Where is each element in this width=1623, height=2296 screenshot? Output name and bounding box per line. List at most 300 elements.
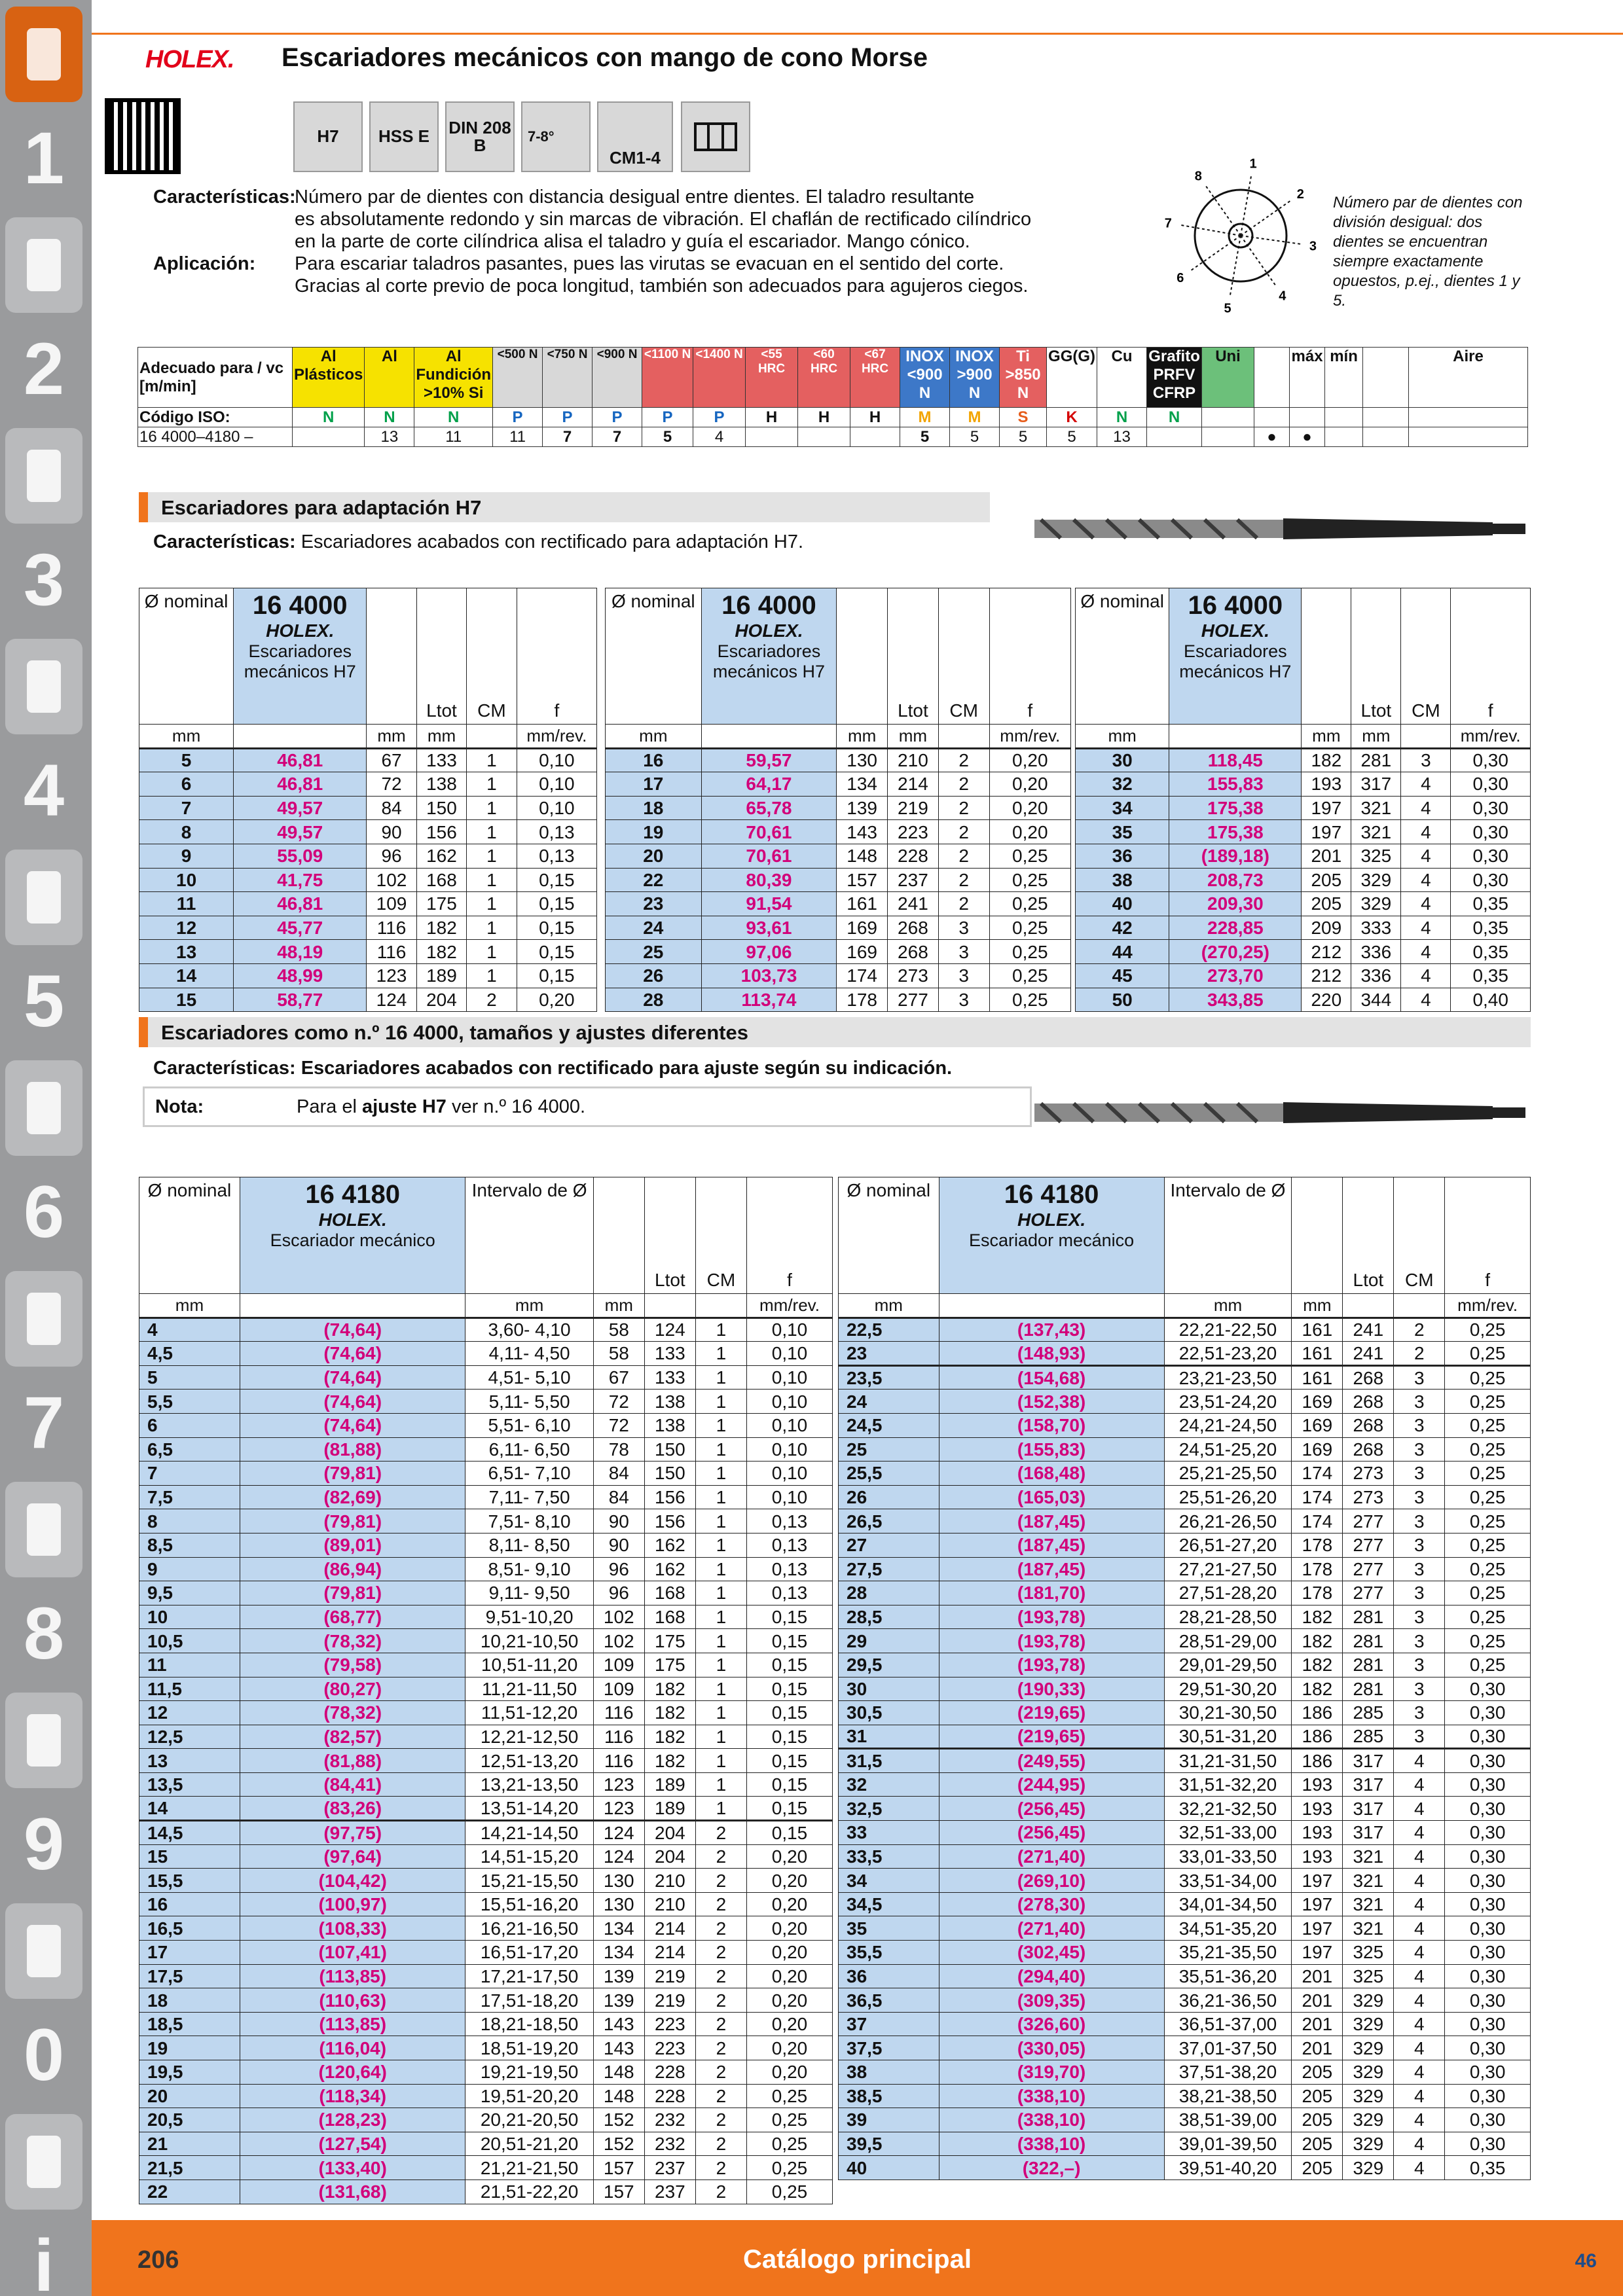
table-row	[139, 1581, 833, 1605]
table-cell: 72	[367, 772, 416, 797]
table-row	[839, 2012, 1531, 2036]
table-cell: 0,20	[747, 1988, 833, 2013]
table-cell: 31,51-32,20	[1164, 1772, 1292, 1797]
col-product: 16 4000 HOLEX. Escariadores mecánicos H7	[234, 588, 367, 725]
table-cell: 157	[593, 2156, 644, 2180]
table-cell: 2	[695, 1844, 746, 1869]
table-cell: 0,25	[747, 2132, 833, 2156]
table-cell: 1	[695, 1485, 746, 1509]
badge-h7: H7	[293, 101, 363, 172]
table-cell: 16,21-16,50	[465, 1916, 593, 1941]
table-cell: 182	[416, 916, 466, 940]
table-cell: 1	[695, 1462, 746, 1486]
table-cell: 11	[139, 892, 234, 916]
table-row	[139, 988, 597, 1012]
material-column: Al Plásticos	[293, 348, 365, 408]
table-cell: 205	[1292, 2156, 1343, 2180]
table-cell: 162	[644, 1557, 695, 1581]
features-label: Características:	[153, 187, 296, 207]
material-column: <55 HRC	[746, 348, 798, 408]
qr-code[interactable]	[105, 98, 181, 174]
table-cell: 214	[644, 1941, 695, 1965]
table-cell: 14	[139, 1797, 240, 1821]
unit-cell: mm/rev.	[1445, 1294, 1531, 1318]
table-cell: 72	[593, 1413, 644, 1437]
table-cell: 45	[1076, 963, 1169, 988]
drill-icon[interactable]	[5, 7, 82, 102]
table-cell: 4	[1394, 1797, 1445, 1821]
table-cell: 29,01-29,50	[1164, 1653, 1292, 1677]
table-cell: 0,10	[517, 796, 596, 820]
table-cell: 0,25	[1445, 1413, 1531, 1437]
table-cell: 197	[1292, 1869, 1343, 1893]
table-cell: (133,40)	[240, 2156, 465, 2180]
table-cell: (74,64)	[240, 1365, 465, 1390]
table-cell: 0,20	[517, 988, 596, 1012]
chapter-tab-4[interactable]: 4	[23, 749, 65, 831]
table-cell: 26,51-27,20	[1164, 1533, 1292, 1557]
toolbox-icon[interactable]	[5, 1482, 82, 1577]
table-cell: 329	[1343, 2012, 1394, 2036]
table-cell: 175,38	[1169, 796, 1302, 820]
table-cell: 336	[1351, 940, 1401, 964]
table-row	[139, 1821, 833, 1845]
tooth-label: 4	[1279, 289, 1286, 304]
table-cell: 34,01-34,50	[1164, 1892, 1292, 1916]
table-cell: 2	[695, 2156, 746, 2180]
table-cell: (189,18)	[1169, 844, 1302, 868]
table-cell: 285	[1343, 1701, 1394, 1725]
unit-cell: mm	[1351, 725, 1401, 749]
table-cell: (97,64)	[240, 1844, 465, 1869]
table-cell: 23	[839, 1342, 939, 1366]
table-cell: 116	[593, 1725, 644, 1749]
table-cell: 182	[1292, 1629, 1343, 1653]
table-cell: 4,5	[139, 1342, 240, 1366]
table-cell: 28	[606, 988, 702, 1012]
cabinet-icon[interactable]	[5, 1693, 82, 1788]
iso-code: P	[593, 408, 642, 427]
table-cell: 35	[1076, 820, 1169, 844]
table-cell: 5	[139, 748, 234, 772]
table-cell: 124	[367, 988, 416, 1012]
table-cell: 58	[593, 1342, 644, 1366]
table-cell: 2	[695, 2132, 746, 2156]
table-cell: 124	[644, 1318, 695, 1342]
table-cell: 1	[695, 1557, 746, 1581]
table-cell: 30,5	[839, 1701, 939, 1725]
table-cell: 20,21-20,50	[465, 2108, 593, 2132]
table-cell: 182	[644, 1677, 695, 1701]
table-cell: 0,25	[747, 2179, 833, 2204]
iso-code	[1202, 408, 1254, 427]
table-cell: 0,25	[1445, 1365, 1531, 1390]
table-cell: 133	[416, 748, 466, 772]
table-cell: 0,20	[989, 796, 1070, 820]
table-cell: 321	[1351, 820, 1401, 844]
table-cell: 4	[1401, 820, 1451, 844]
table-cell: 178	[837, 988, 888, 1012]
table-cell: 4	[1401, 796, 1451, 820]
table-row	[1076, 820, 1531, 844]
table-cell: 161	[1292, 1318, 1343, 1342]
table-cell: 4	[1394, 1844, 1445, 1869]
table-row	[139, 2012, 833, 2036]
features-block	[153, 186, 1032, 297]
table-cell: 67	[367, 748, 416, 772]
caliper-icon[interactable]	[5, 639, 82, 734]
table-cell: 1	[695, 1390, 746, 1414]
pliers-icon[interactable]	[5, 1271, 82, 1367]
table-row	[139, 916, 597, 940]
table-cell: 0,25	[989, 940, 1070, 964]
table-cell: 0,15	[747, 1605, 833, 1629]
table-cell: 1	[695, 1725, 746, 1749]
table-cell: 3	[938, 988, 989, 1012]
table-row	[139, 748, 597, 772]
table-cell: 1	[467, 748, 517, 772]
table-row	[139, 1390, 833, 1414]
table-cell: (256,45)	[939, 1821, 1164, 1845]
table-cell: 80,39	[701, 868, 837, 892]
table-cell: 3	[1394, 1437, 1445, 1462]
table-cell: 0,10	[747, 1390, 833, 1414]
table-cell: 2	[695, 1941, 746, 1965]
table-cell: (68,77)	[240, 1605, 465, 1629]
table-header-row	[139, 1177, 833, 1294]
table-row	[139, 963, 597, 988]
table-row	[839, 1437, 1531, 1462]
table-cell: 201	[1292, 2012, 1343, 2036]
col-ltot: Ltot	[1351, 588, 1401, 725]
unit-cell: mm/rev.	[989, 725, 1070, 749]
chapter-tab-0[interactable]: 0	[23, 2013, 65, 2096]
table-cell: 143	[837, 820, 888, 844]
info-icon[interactable]	[5, 2114, 82, 2210]
table-row	[839, 1677, 1531, 1701]
table-cell: 0,13	[747, 1509, 833, 1534]
table-cell: 228	[644, 2084, 695, 2108]
table-cell: 0,25	[989, 844, 1070, 868]
table-cell: (116,04)	[240, 2036, 465, 2060]
table-cell: 91,54	[701, 892, 837, 916]
iso-code: N	[1097, 408, 1147, 427]
table-cell: 0,30	[1445, 1941, 1531, 1965]
table-cell: 241	[1343, 1342, 1394, 1366]
table-cell: 178	[1292, 1557, 1343, 1581]
tooth-label: 1	[1249, 156, 1257, 171]
table-cell: 2	[695, 1964, 746, 1988]
table-cell: 317	[1343, 1797, 1394, 1821]
chuck-icon[interactable]	[5, 428, 82, 524]
table-cell: 3	[1394, 1365, 1445, 1390]
table-cell: 29	[839, 1629, 939, 1653]
table-cell: (165,03)	[939, 1485, 1164, 1509]
table-cell: 78	[593, 1437, 644, 1462]
table-cell: 219	[644, 1988, 695, 2013]
unit-cell: mm	[593, 1294, 644, 1318]
table-row	[139, 1557, 833, 1581]
table-cell: 9	[139, 844, 234, 868]
table-cell: (168,48)	[939, 1462, 1164, 1486]
table-row	[606, 748, 1071, 772]
table-cell: 1	[695, 1342, 746, 1366]
table-cell: 0,40	[1451, 988, 1531, 1012]
table-cell: 268	[888, 916, 939, 940]
chapter-tab-3[interactable]: 3	[23, 538, 65, 620]
table-cell: 59,57	[701, 748, 837, 772]
tooth-label: 7	[1164, 216, 1172, 231]
table-cell: (322,–)	[939, 2156, 1164, 2180]
table-cell: 281	[1343, 1653, 1394, 1677]
table-cell: 70,61	[701, 820, 837, 844]
table-cell: 1	[467, 963, 517, 988]
table-cell: 0,25	[1445, 1342, 1531, 1366]
table-cell: 4	[139, 1318, 240, 1342]
wrench-icon[interactable]	[5, 1060, 82, 1156]
table-cell: 2	[695, 1892, 746, 1916]
table-cell: (181,70)	[939, 1581, 1164, 1605]
insert-icon[interactable]	[5, 217, 82, 313]
unit-cell: mm	[416, 725, 466, 749]
table-cell: 2	[467, 988, 517, 1012]
speed-value: 7	[593, 427, 642, 447]
chapter-tab-7[interactable]: 7	[23, 1381, 65, 1463]
table-row	[139, 1797, 833, 1821]
table-row	[1076, 868, 1531, 892]
table-cell: 212	[1302, 963, 1351, 988]
table-cell: 134	[837, 772, 888, 797]
table-cell: 0,25	[1445, 1581, 1531, 1605]
table-cell: (118,34)	[240, 2084, 465, 2108]
table-cell: 0,10	[747, 1485, 833, 1509]
chapter-tab-8[interactable]: 8	[23, 1592, 65, 1674]
table-cell: 134	[593, 1916, 644, 1941]
table-cell: 11	[139, 1653, 240, 1677]
material-column: <500 N	[493, 348, 543, 408]
col-nominal: Ø nominal	[1076, 588, 1169, 725]
table-cell: 45,77	[234, 916, 367, 940]
h7-table-2	[605, 588, 1071, 1012]
table-cell: (155,83)	[939, 1437, 1164, 1462]
table-cell: 156	[416, 820, 466, 844]
table-cell: 33,01-33,50	[1164, 1844, 1292, 1869]
table-row	[839, 1581, 1531, 1605]
table-cell: 11,5	[139, 1677, 240, 1701]
table-cell: 0,10	[517, 748, 596, 772]
table-cell: 102	[593, 1629, 644, 1653]
table-cell: 197	[1292, 1916, 1343, 1941]
table-cell: 0,15	[747, 1725, 833, 1749]
table-cell: 138	[644, 1413, 695, 1437]
table-cell: 130	[593, 1892, 644, 1916]
chapter-tab-i[interactable]: i	[33, 2224, 54, 2296]
saw-disc-icon[interactable]	[5, 850, 82, 945]
table-cell: 208,73	[1169, 868, 1302, 892]
table-cell: 19,21-19,50	[465, 2060, 593, 2085]
table-cell: 0,25	[1445, 1437, 1531, 1462]
col-nominal: Ø nominal	[839, 1177, 939, 1294]
table-cell: 182	[644, 1749, 695, 1773]
table-cell: 169	[1292, 1390, 1343, 1414]
table-cell: 34	[1076, 796, 1169, 820]
table-cell: 14,21-14,50	[465, 1821, 593, 1845]
table-cell: 0,30	[1445, 1844, 1531, 1869]
table-cell: 13	[139, 1749, 240, 1773]
table-cell: 12	[139, 1701, 240, 1725]
table-cell: 41,75	[234, 868, 367, 892]
table-cell: 150	[644, 1462, 695, 1486]
table-cell: 26	[839, 1485, 939, 1509]
table-row	[839, 1390, 1531, 1414]
chapter-tab-2[interactable]: 2	[23, 327, 65, 410]
table-cell: 24,21-24,50	[1164, 1413, 1292, 1437]
table-cell: 37,51-38,20	[1164, 2060, 1292, 2085]
table-cell: (330,05)	[939, 2036, 1164, 2060]
table-cell: (187,45)	[939, 1509, 1164, 1534]
table-cell: (82,69)	[240, 1485, 465, 1509]
table-cell: 58	[593, 1318, 644, 1342]
table-cell: 228	[888, 844, 939, 868]
chapter-tab-9[interactable]: 9	[23, 1803, 65, 1885]
table-cell: 0,20	[989, 820, 1070, 844]
chapter-tab-6[interactable]: 6	[23, 1170, 65, 1253]
table-cell: 344	[1351, 988, 1401, 1012]
table-cell: 273	[1343, 1462, 1394, 1486]
table-cell: 16,51-17,20	[465, 1941, 593, 1965]
table-cell: 3	[1394, 1413, 1445, 1437]
table-cell: 321	[1343, 1892, 1394, 1916]
table-cell: 329	[1343, 2132, 1394, 2156]
table-cell: 0,25	[989, 892, 1070, 916]
table-cell: 0,30	[1445, 1677, 1531, 1701]
table-cell: 333	[1351, 916, 1401, 940]
badge-morse: CM1-4	[597, 101, 673, 172]
application-line: Para escariar taladros pasantes, pues las virutas se evacuan en el sentido del corte.	[295, 253, 1004, 274]
table-cell: 223	[888, 820, 939, 844]
table-cell: 35,5	[839, 1941, 939, 1965]
table-row	[1076, 940, 1531, 964]
table-cell: 317	[1343, 1749, 1394, 1773]
speed-value: 5	[950, 427, 1000, 447]
table-cell: (100,97)	[240, 1892, 465, 1916]
table-cell: 1	[467, 916, 517, 940]
iso-code: P	[493, 408, 543, 427]
table-cell: 4	[1394, 1964, 1445, 1988]
table-cell: 268	[1343, 1413, 1394, 1437]
table-cell: 3	[938, 940, 989, 964]
table-cell: (319,70)	[939, 2060, 1164, 2085]
table-cell: 0,25	[1445, 1653, 1531, 1677]
table-cell: 6	[139, 1413, 240, 1437]
table-cell: 93,61	[701, 916, 837, 940]
table-row	[606, 916, 1071, 940]
col-length	[367, 588, 416, 725]
table-cell: 22,21-22,50	[1164, 1318, 1292, 1342]
table-cell: 22	[139, 2179, 240, 2204]
speed-value	[1409, 427, 1528, 447]
table-cell: 237	[888, 868, 939, 892]
table-cell: 13	[139, 940, 234, 964]
table-cell: 2	[938, 748, 989, 772]
speed-value	[1325, 427, 1363, 447]
sizes-table-1	[139, 1177, 833, 2204]
table-row	[139, 2108, 833, 2132]
iso-code: P	[642, 408, 693, 427]
table-cell: 182	[1302, 748, 1351, 772]
table-cell: 3	[1394, 1509, 1445, 1534]
speed-label: 16 4000–4180 –	[138, 427, 293, 447]
table-row	[839, 1988, 1531, 2013]
speed-value: 4	[693, 427, 746, 447]
table-row	[839, 1653, 1531, 1677]
table-cell: 3,60- 4,10	[465, 1318, 593, 1342]
speed-value	[850, 427, 900, 447]
material-column	[1254, 348, 1290, 408]
table-cell: 38	[1076, 868, 1169, 892]
table-row	[139, 1605, 833, 1629]
table-cell: 55,09	[234, 844, 367, 868]
table-cell: 268	[1343, 1365, 1394, 1390]
table-cell: 0,15	[747, 1772, 833, 1797]
col-f: f	[989, 588, 1070, 725]
table-cell: 12,5	[139, 1725, 240, 1749]
table-row	[839, 2132, 1531, 2156]
table-row	[139, 2132, 833, 2156]
table-cell: 25	[606, 940, 702, 964]
table-cell: 186	[1292, 1725, 1343, 1749]
table-row	[139, 2060, 833, 2085]
table-cell: 4	[1394, 1892, 1445, 1916]
table-row	[139, 1413, 833, 1437]
table-cell: 139	[593, 1964, 644, 1988]
speed-value: 5	[1000, 427, 1047, 447]
col-interval: Intervalo de Ø	[465, 1177, 593, 1294]
table-cell: 109	[367, 892, 416, 916]
table-row	[139, 1941, 833, 1965]
table-cell: 34	[839, 1869, 939, 1893]
table-cell: 7	[139, 796, 234, 820]
table-cell: 27	[839, 1533, 939, 1557]
table-cell: 49,57	[234, 796, 367, 820]
safety-icon[interactable]	[5, 1903, 82, 1999]
table-cell: 0,30	[1445, 2084, 1531, 2108]
table-cell: 162	[416, 844, 466, 868]
table-row	[839, 1462, 1531, 1486]
table-cell: 130	[593, 1869, 644, 1893]
table-row	[839, 1844, 1531, 1869]
chapter-tab-5[interactable]: 5	[23, 960, 65, 1042]
chapter-tab-1[interactable]: 1	[23, 117, 65, 199]
table-cell: (80,27)	[240, 1677, 465, 1701]
table-row	[1076, 963, 1531, 988]
material-column: Cu	[1097, 348, 1147, 408]
table-cell: 201	[1302, 844, 1351, 868]
table-cell: 0,25	[1445, 1533, 1531, 1557]
table-cell: 21,5	[139, 2156, 240, 2180]
table-row	[139, 2156, 833, 2180]
h7-table-1	[139, 588, 597, 1012]
unit-cell	[644, 1294, 695, 1318]
section-title-sizes: Escariadores como n.º 16 4000, tamaños y ajustes diferentes	[139, 1017, 1531, 1047]
table-cell: 16,5	[139, 1916, 240, 1941]
table-cell: 10,5	[139, 1629, 240, 1653]
table-cell: 1	[467, 892, 517, 916]
table-cell: (107,41)	[240, 1941, 465, 1965]
table-cell: 24,51-25,20	[1164, 1437, 1292, 1462]
table-cell: 2	[938, 844, 989, 868]
table-cell: 0,25	[989, 988, 1070, 1012]
